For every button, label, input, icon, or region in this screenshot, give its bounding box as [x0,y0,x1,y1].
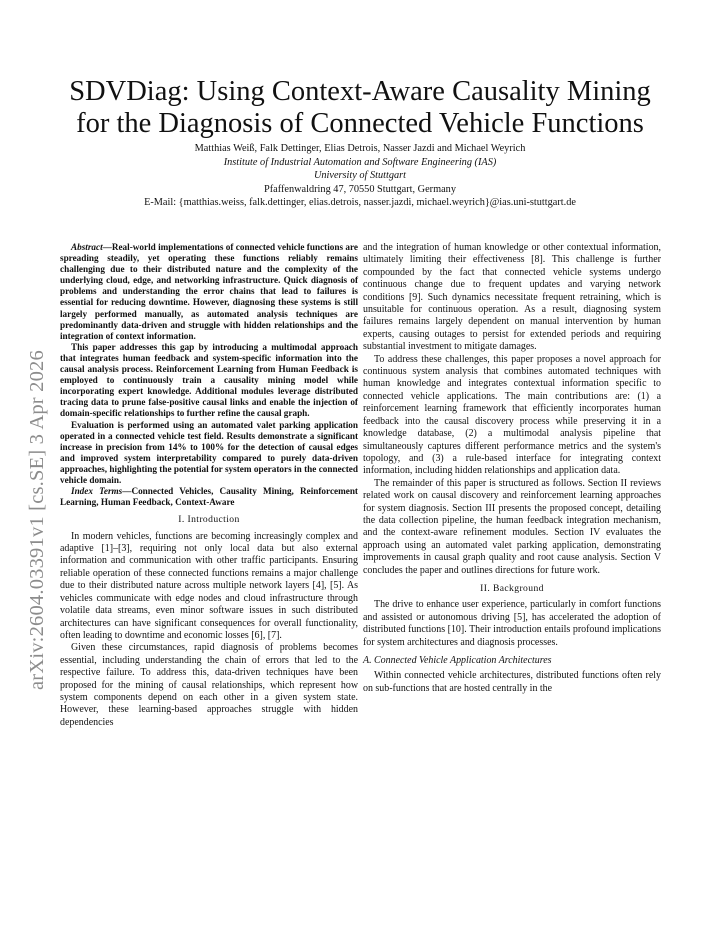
author-university: University of Stuttgart [313,170,407,182]
author-email: E-Mail: {matthias.weiss, falk.dettinger, elias.detrois, nasser.jazdi, michael.weyrich}@ias.uni-stuttgart.de [144,197,576,209]
paper-title-line-1: SDVDiag: Using Context-Aware Causality Mining [69,76,651,108]
left-column [60,242,358,729]
intro-paragraph-4: To address these challenges, this paper proposes a novel approach for continuous system analysis that combines automated techniques with human knowledge and integrates contextual information specific to connected vehicle applications. The main contributions are: (1) a reinforcement learning framework that efficiently incorporates human feedback into the causal discovery process while preserving it in a knowledge database, (2) a multimodal analysis pipeline that simultaneously captures different performance metrics and the system's topology, and (3) a rule-based interface for integrating context information, including hidden relationships and application data. [363,353,661,477]
intro-paragraph-2: Given these circumstances, rapid diagnosis of problems becomes essential, including understanding the chain of errors that led to the respective failure. To address this, data-driven techniques have been proposed for the mining of causal relationships, which represent how system components depend on each other in a given system state. However, these learning-based approaches struggle with hidden dependencies [60,642,358,728]
index-terms [60,486,358,508]
subsection-heading-architectures: A. Connected Vehicle Application Architectures [363,655,552,666]
section-heading-introduction: I. Introduction [178,514,240,526]
section-heading-background: II. Background [480,582,544,594]
index-terms-text: —Connected Vehicles, Causality Mining, Reinforcement Learning, Human Feedback, Context-Aware [60,486,358,508]
author-block [40,142,680,210]
background-paragraph-2: Within connected vehicle architectures, distributed functions often rely on sub-functions that are hosted centrally in the [363,670,661,694]
abstract-paragraph-3: Evaluation is performed using an automated valet parking application operated in a connected vehicle test field. Results demonstrate a significant increase in precision from 14% to 100% for the detection of causal edges and improved system interpretability compared to purely data-driven approaches, highlighting the potential for system operators in the connected vehicle domain. [60,419,358,485]
intro-paragraph-3: and the integration of human knowledge or other contextual information, ultimately limiting their effectiveness [8]. This challenge is further compounded by the fact that connected vehicle systems undergo continuous change due to frequent updates and varying network conditions [9]. Such dynamics necessitate frequent retraining, which is unsuitable for continuous operation. As a result, diagnosing system failures remains largely dependent on manual intervention by human experts, causing outages to persist for extended periods and requiring substantial investment to mitigate damages. [363,242,661,353]
intro-paragraph-5: The remainder of this paper is structured as follows. Section II reviews related work on causal discovery and reinforcement learning approaches for system diagnosis. Section III presents the proposed concept, detailing the data collection pipeline, the human feedback integration mechanism, and the context-aware refinement modules. Section IV evaluates the approach using an automated valet parking application, demonstrating improvements in causal graph quality and root cause analysis. Section V concludes the paper and outlines directions for future work. [363,477,661,576]
author-affiliation: Institute of Industrial Automation and Software Engineering (IAS) [223,156,497,168]
index-terms-label: Index Terms [71,486,123,497]
intro-paragraph-1: In modern vehicles, functions are becoming increasingly complex and adaptive [1]–[3], requiring not only local data but also external information and communication with other traffic participants. Ensuring reliable operation of these connected functions remains a major challenge due to their distributed nature across multiple network layers [4], [5]. As vehicles communicate with edge nodes and cloud infrastructure through volatile data streams, even minor software issues in such distributed architectures can have significant consequences for overall functionality, often leading to downtime and economic losses [6], [7]. [60,530,358,641]
right-column [363,242,661,695]
abstract-paragraph-1 [60,242,358,342]
author-names: Matthias Weiß, Falk Dettinger, Elias Detrois, Nasser Jazdi and Michael Weyrich [194,143,526,154]
abstract-text-1: —Real-world implementations of connected vehicle functions are spreading steadily, yet operating these functions reliably remains challenging due to their distributed nature and the complexity of the underlying cloud, edge, and networking infrastructure. Quick diagnosis of problems and understanding the error chains that lead to failures is essential for reducing downtime. However, diagnosing these systems is still largely performed manually, as automated analysis techniques are predominantly data-driven and struggle with hidden relationships and the integration of context information. [60,242,358,341]
arxiv-identifier-stamp: arXiv:2604.03391v1 [cs.SE] 3 Apr 2026 [26,350,48,690]
abstract-label: Abstract [71,242,103,252]
background-paragraph-1: The drive to enhance user experience, particularly in comfort functions and assisted or autonomous driving [5], has accelerated the adoption of distributed functions [10]. Their introduction entails profound implications for system architectures and diagnosis processes. [363,599,661,648]
abstract-paragraph-2: This paper addresses this gap by introducing a multimodal approach that integrates human feedback and system-specific information into the causal analysis process. Reinforcement Learning from Human Feedback is employed to continuously train a causality mining model while incorporating expert knowledge. Additional modules leverage distributed tracing data to prune false-positive causal links and enable the injection of domain-specific relationships to further refine the causal graph. [60,341,358,419]
author-address: Pfaffenwaldring 47, 70550 Stuttgart, Germany [264,183,456,195]
paper-title [40,76,680,140]
paper-title-line-2: for the Diagnosis of Connected Vehicle Functions [76,108,644,140]
